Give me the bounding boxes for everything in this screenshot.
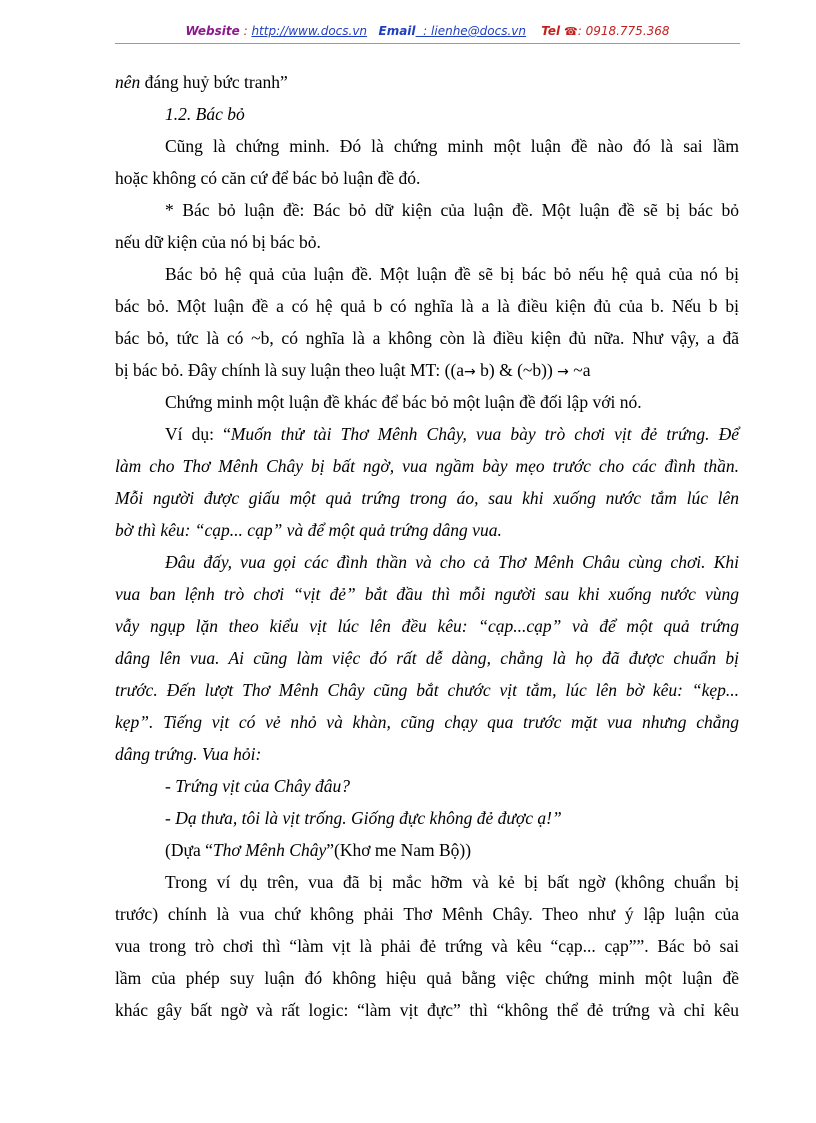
page-header: Website : http://www.docs.vn Email : lienhe@docs.vn Tel ☎: 0918.775.368 [185, 24, 670, 38]
website-link[interactable]: http://www.docs.vn [251, 24, 368, 38]
tel-label: Tel [541, 24, 561, 38]
text-line: Ví dụ: “Muốn thử tài Thơ Mênh Chây, vua bày trò chơi vịt đẻ trứng. Để [165, 424, 739, 444]
text-line: trước. Đến lượt Thơ Mênh Chây cũng bắt chước vịt tắm, lúc lên bờ kêu: “kẹp... [115, 680, 739, 700]
text-line: * Bác bỏ luận đề: Bác bỏ dữ kiện của luận đề. Một luận đề sẽ bị bác bỏ [165, 200, 739, 220]
arrow-icon: → [557, 364, 569, 380]
text-line: Bác bỏ hệ quả của luận đề. Một luận đề sẽ bị bác bỏ nếu hệ quả của nó bị [165, 264, 739, 284]
text-line: bác bỏ. Một luận đề a có hệ quả b có nghĩa là a là điều kiện đủ của b. Nếu b bị [115, 296, 739, 316]
text-line: hoặc không có căn cứ để bác bỏ luận đề đó. [115, 168, 421, 188]
text-line: khác gây bất ngờ và rất logic: “làm vịt đực” thì “không thể đẻ trứng và chỉ kêu [115, 1000, 739, 1020]
text-line: nên đáng huỷ bức tranh” [115, 72, 288, 92]
text-line: Đâu đấy, vua gọi các đình thần và cho cả Thơ Mênh Châu cùng chơi. Khi [165, 552, 739, 572]
tel-number: 0918.775.368 [585, 24, 670, 38]
text-line: Mỗi người được giấu một quả trứng trong áo, sau khi xuống nước tắm lúc lên [115, 488, 739, 508]
text-line: nếu dữ kiện của nó bị bác bỏ. [115, 232, 321, 252]
header-divider [115, 43, 740, 44]
email-link[interactable]: lienhe@docs.vn [431, 24, 527, 38]
text-line: dâng trứng. Vua hỏi: [115, 744, 262, 764]
text-line: vua trong trò chơi thì “làm vịt là phải đẻ trứng và kêu “cạp... cạp””. Bác bỏ sai [115, 936, 739, 956]
website-label: Website [185, 24, 240, 38]
phone-icon: ☎ [564, 25, 578, 38]
text-line: vua ban lệnh trò chơi “vịt đẻ” bắt đầu thì mỗi người sau khi xuống nước vùng [115, 584, 739, 604]
text-line: bác bỏ, tức là có ~b, có nghĩa là a không còn là điều kiện đủ nữa. Như vậy, a đã [115, 328, 739, 348]
text-line: vẫy ngụp lặn theo kiểu vịt lúc lên đều kêu: “cạp...cạp” và để một quả trứng [115, 616, 739, 636]
text-line: trước) chính là vua chứ không phải Thơ Mênh Chây. Theo như ý lập luận của [115, 904, 739, 924]
text-line: bờ thì kêu: “cạp... cạp” và để một quả trứng dâng vua. [115, 520, 502, 540]
email-label: Email [378, 24, 416, 38]
text-line: bị bác bỏ. Đây chính là suy luận theo luật MT: ((a→ b) & (~b)) → ~a [115, 360, 591, 380]
document-body [115, 66, 739, 1026]
source-citation: (Dựa “Thơ Mênh Chây”(Khơ me Nam Bộ)) [165, 840, 472, 860]
text-line: Cũng là chứng minh. Đó là chứng minh một luận đề nào đó là sai lầm [165, 136, 739, 156]
text-line: kẹp”. Tiếng vịt có vẻ nhỏ và khàn, cũng chạy qua trước mặt vua nhưng chẳng [115, 712, 739, 732]
section-heading: 1.2. Bác bỏ [165, 104, 245, 124]
arrow-icon: → [464, 364, 476, 380]
text-line: làm cho Thơ Mênh Chây bị bất ngờ, vua ngầm bày mẹo trước cho các đình thần. [115, 456, 739, 476]
text-line: lầm của phép suy luận đó không hiệu quả bằng việc chứng minh một luận đề [115, 968, 739, 988]
text-line: Chứng minh một luận đề khác để bác bỏ một luận đề đối lập với nó. [165, 392, 642, 412]
dialogue-line: - Trứng vịt của Chây đâu? [165, 776, 351, 796]
text-line: dâng lên vua. Ai cũng làm việc đó rất dễ dàng, chẳng là họ đã được chuẩn bị [115, 648, 739, 668]
text-line: Trong ví dụ trên, vua đã bị mắc hỡm và kẻ bị bất ngờ (không chuẩn bị [165, 872, 739, 892]
dialogue-line: - Dạ thưa, tôi là vịt trống. Giống đực không đẻ được ạ!” [165, 808, 562, 828]
